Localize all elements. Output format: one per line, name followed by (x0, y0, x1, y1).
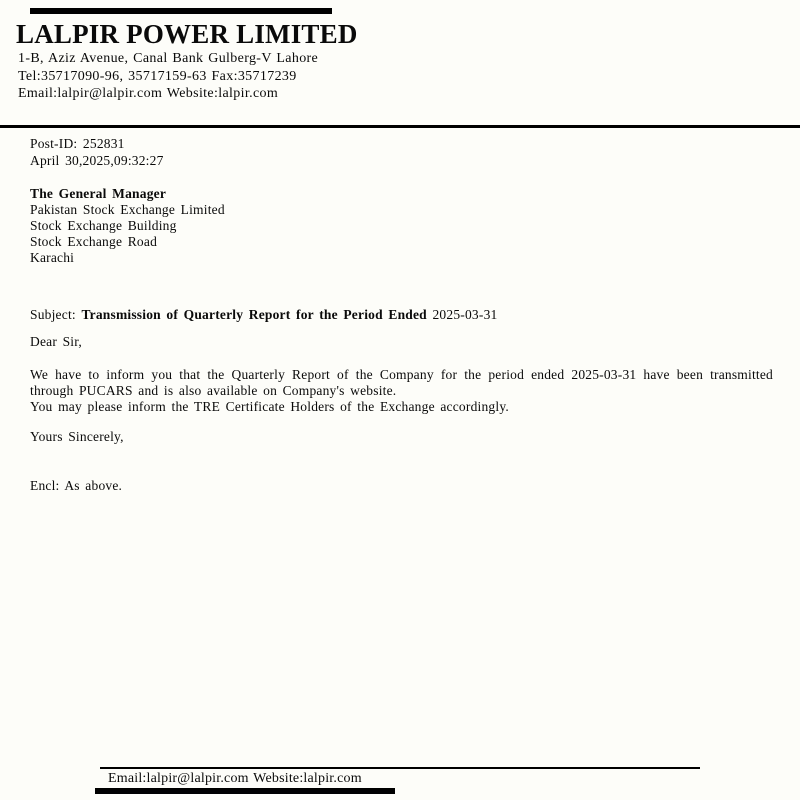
letterhead-address (18, 50, 318, 103)
subject-label: Subject: (30, 307, 76, 322)
letterhead-email-line: Email:lalpir@lalpir.com Website:lalpir.com (18, 86, 279, 101)
subject-text: Transmission of Quarterly Report for the Period Ended (81, 307, 427, 322)
recipient-line: Karachi (30, 250, 75, 265)
footer-divider-rule (100, 767, 700, 769)
post-meta (30, 136, 773, 169)
recipient-address (30, 186, 773, 266)
paragraph-sentence-1: We have to inform you that the Quarterly Report of the Company for the period ended 2025-03-31 have been transmitted through PUCARS and is also available on Company's website. (30, 367, 773, 398)
salutation: Dear Sir, (30, 334, 82, 349)
closing: Yours Sincerely, (30, 429, 124, 444)
header-divider-rule (0, 125, 800, 128)
recipient-line: Pakistan Stock Exchange Limited (30, 202, 225, 217)
enclosure-note: Encl: As above. (30, 478, 123, 493)
footer-contact: Email:lalpir@lalpir.com Website:lalpir.com (108, 771, 362, 786)
recipient-title: The General Manager (30, 186, 167, 201)
subject-line (30, 307, 773, 323)
subject-date: 2025-03-31 (432, 307, 498, 322)
recipient-line: Stock Exchange Road (30, 234, 158, 249)
letterhead-phone-line: Tel:35717090-96, 35717159-63 Fax:35717239 (18, 68, 297, 84)
post-timestamp: April 30,2025,09:32:27 (30, 152, 164, 168)
company-name: LALPIR POWER LIMITED (16, 19, 358, 49)
recipient-line: Stock Exchange Building (30, 218, 177, 233)
letterhead-address-line: 1-B, Aziz Avenue, Canal Bank Gulberg-V Lahore (18, 51, 319, 66)
paragraph-sentence-2: You may please inform the TRE Certificate Holders of the Exchange accordingly. (30, 399, 509, 414)
body-paragraph (30, 367, 773, 415)
bottom-rule-bar (95, 788, 395, 794)
top-rule-bar (30, 8, 332, 14)
post-id: Post-ID: 252831 (30, 136, 125, 151)
